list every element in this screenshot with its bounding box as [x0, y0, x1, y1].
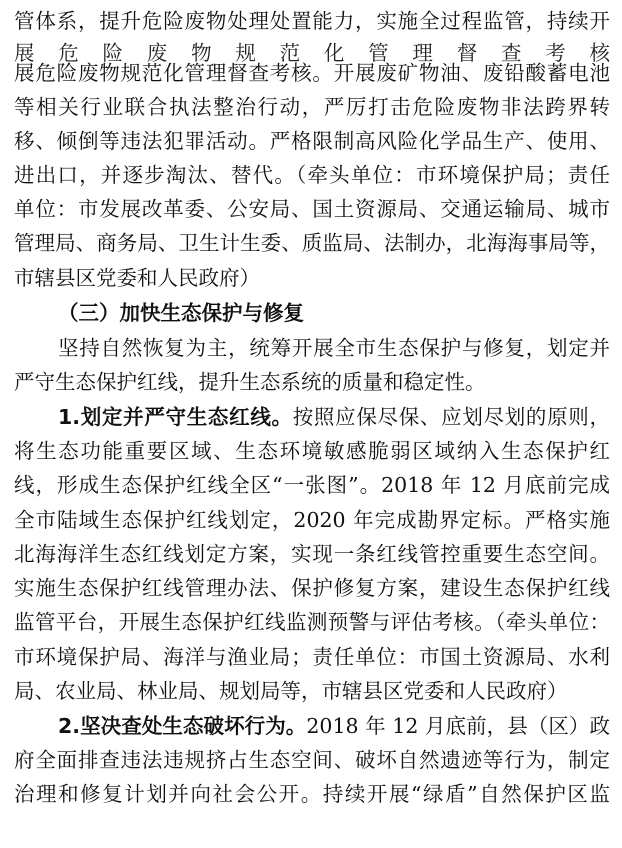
text-line: 市辖县区党委和人民政府） [14, 266, 260, 290]
text-line: 坚持自然恢复为主，统筹开展全市生态保护与修复，划定并 [58, 336, 610, 360]
text-line: 进出口，并逐步淘汰、替代。（牵头单位：市环境保护局；责任 [14, 163, 610, 187]
text-line: 北海海洋生态红线划定方案，实现一条红线管控重要生态空间。 [14, 542, 610, 566]
subheading-1: 1.划定并严守生态红线。 [58, 405, 293, 429]
text-line: 将生态功能重要区域、生态环境敏感脆弱区域纳入生态保护红 [14, 439, 610, 463]
subheading-2: 2.坚决查处生态破坏行为。 [58, 714, 307, 738]
text-line: 单位：市发展改革委、公安局、国土资源局、交通运输局、城市 [14, 197, 610, 221]
text-line: 严守生态保护红线，提升生态系统的质量和稳定性。 [14, 370, 486, 394]
section-heading: （三）加快生态保护与修复 [58, 301, 304, 325]
text-line: 府全面排查违法违规挤占生态空间、破坏自然遗迹等行为，制定 [14, 748, 610, 772]
text-line: 等相关行业联合执法整治行动，严厉打击危险废物非法跨界转 [14, 95, 610, 119]
text-line: 治理和修复计划并向社会公开。持续开展“绿盾”自然保护区监 [14, 782, 610, 806]
text-line: 移、倾倒等违法犯罪活动。严格限制高风险化学品生产、使用、 [14, 129, 610, 153]
text-line-with-heading [58, 709, 610, 743]
text-run: 2018 年 12 月底前，县（区）政 [306, 714, 610, 738]
text-line-clipped: 展危险废物规范化管理督查考核 [14, 41, 610, 65]
text-line: 管体系，提升危险废物处理处置能力，实施全过程监管，持续开 [14, 9, 610, 33]
text-line: 管理局、商务局、卫生计生委、质监局、法制办，北海海事局等， [14, 231, 610, 255]
text-line: 实施生态保护红线管理办法、保护修复方案，建设生态保护红线 [14, 576, 610, 600]
text-line: 线，形成生态保护红线全区“一张图”。2018 年 12 月底前完成 [14, 473, 610, 497]
text-line: 全市陆域生态保护红线划定，2020 年完成勘界定标。严格实施 [14, 508, 610, 532]
text-line: 市环境保护局、海洋与渔业局；责任单位：市国土资源局、水利 [14, 645, 610, 669]
text-line: 局、农业局、林业局、规划局等，市辖县区党委和人民政府） [14, 679, 568, 703]
text-run: 按照应保尽保、应划尽划的原则， [292, 405, 610, 429]
text-line: 监管平台，开展生态保护红线监测预警与评估考核。（牵头单位： [14, 610, 610, 634]
text-line: 展危险废物规范化管理督查考核。开展废矿物油、废铅酸蓄电池 [14, 61, 610, 85]
text-line-with-heading [58, 400, 610, 434]
